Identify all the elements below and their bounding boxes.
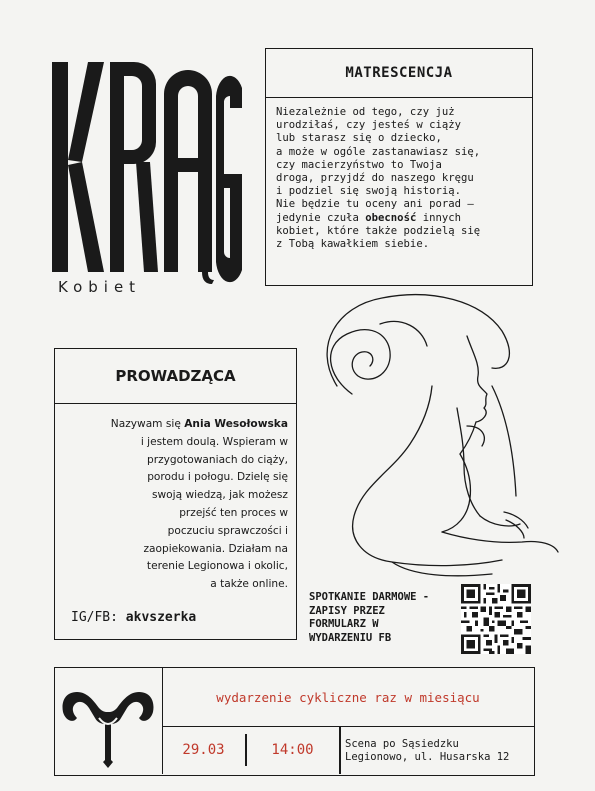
title-lettering (52, 50, 242, 285)
host-name: Ania Wesołowska (184, 418, 288, 430)
matrescencja-body: Niezależnie od tego, czy już urodziłaś, czy jesteś w ciąży lub starasz się o dziecko, a może w ogóle zastanawiasz się, czy macierzyństwo to Twoja droga, przyjdź do naszego kręgu i podziel się swoją historią. Nie będzie tu oceny ani porad – jedynie czuła (276, 106, 481, 224)
divider (339, 726, 341, 774)
social-label: IG/FB: (71, 610, 126, 625)
matrescencja-heading: MATRESCENCJA (266, 49, 532, 98)
event-info-table (54, 667, 535, 776)
host-card (54, 348, 297, 640)
event-time: 14:00 (271, 742, 314, 758)
host-intro: Nazywam się (110, 418, 185, 430)
host-body: i jestem doulą. Wspieram w przygotowaniach do ciąży, porodu i połogu. Dzielę się swoją wiedzą, jak możesz przejść ten proces w poczuciu sprawczości i zaopiekowania. Działam na terenie Legionowa i okolic, a także online. (140, 435, 288, 591)
matrescencja-emphasis: obecność (365, 211, 417, 224)
event-venue: Scena po Sąsiedzku Legionowo, ul. Husarska 12 (345, 738, 510, 763)
qr-code-icon[interactable] (461, 584, 531, 654)
matrescencja-card (265, 48, 533, 286)
matrescencja-text (266, 98, 532, 251)
host-heading: PROWADZĄCA (55, 349, 296, 404)
event-date: 29.03 (182, 742, 225, 758)
uterus-icon (55, 668, 163, 774)
matrescencja-body-end: innych kobiet, które także podzielą się z Tobą kawałkiem siebie. (276, 211, 481, 251)
pregnant-woman-line-art (292, 276, 562, 581)
host-social (71, 610, 196, 625)
poster-title (52, 50, 242, 285)
meeting-note: SPOTKANIE DARMOWE - ZAPISY PRZEZ FORMULARZ W WYDARZENIU FB (309, 591, 430, 644)
social-handle: akvszerka (125, 610, 197, 625)
host-text (55, 404, 296, 594)
cyclic-event-note: wydarzenie cykliczne raz w miesiącu (162, 668, 534, 727)
poster-subtitle: Kobiet (58, 278, 142, 296)
